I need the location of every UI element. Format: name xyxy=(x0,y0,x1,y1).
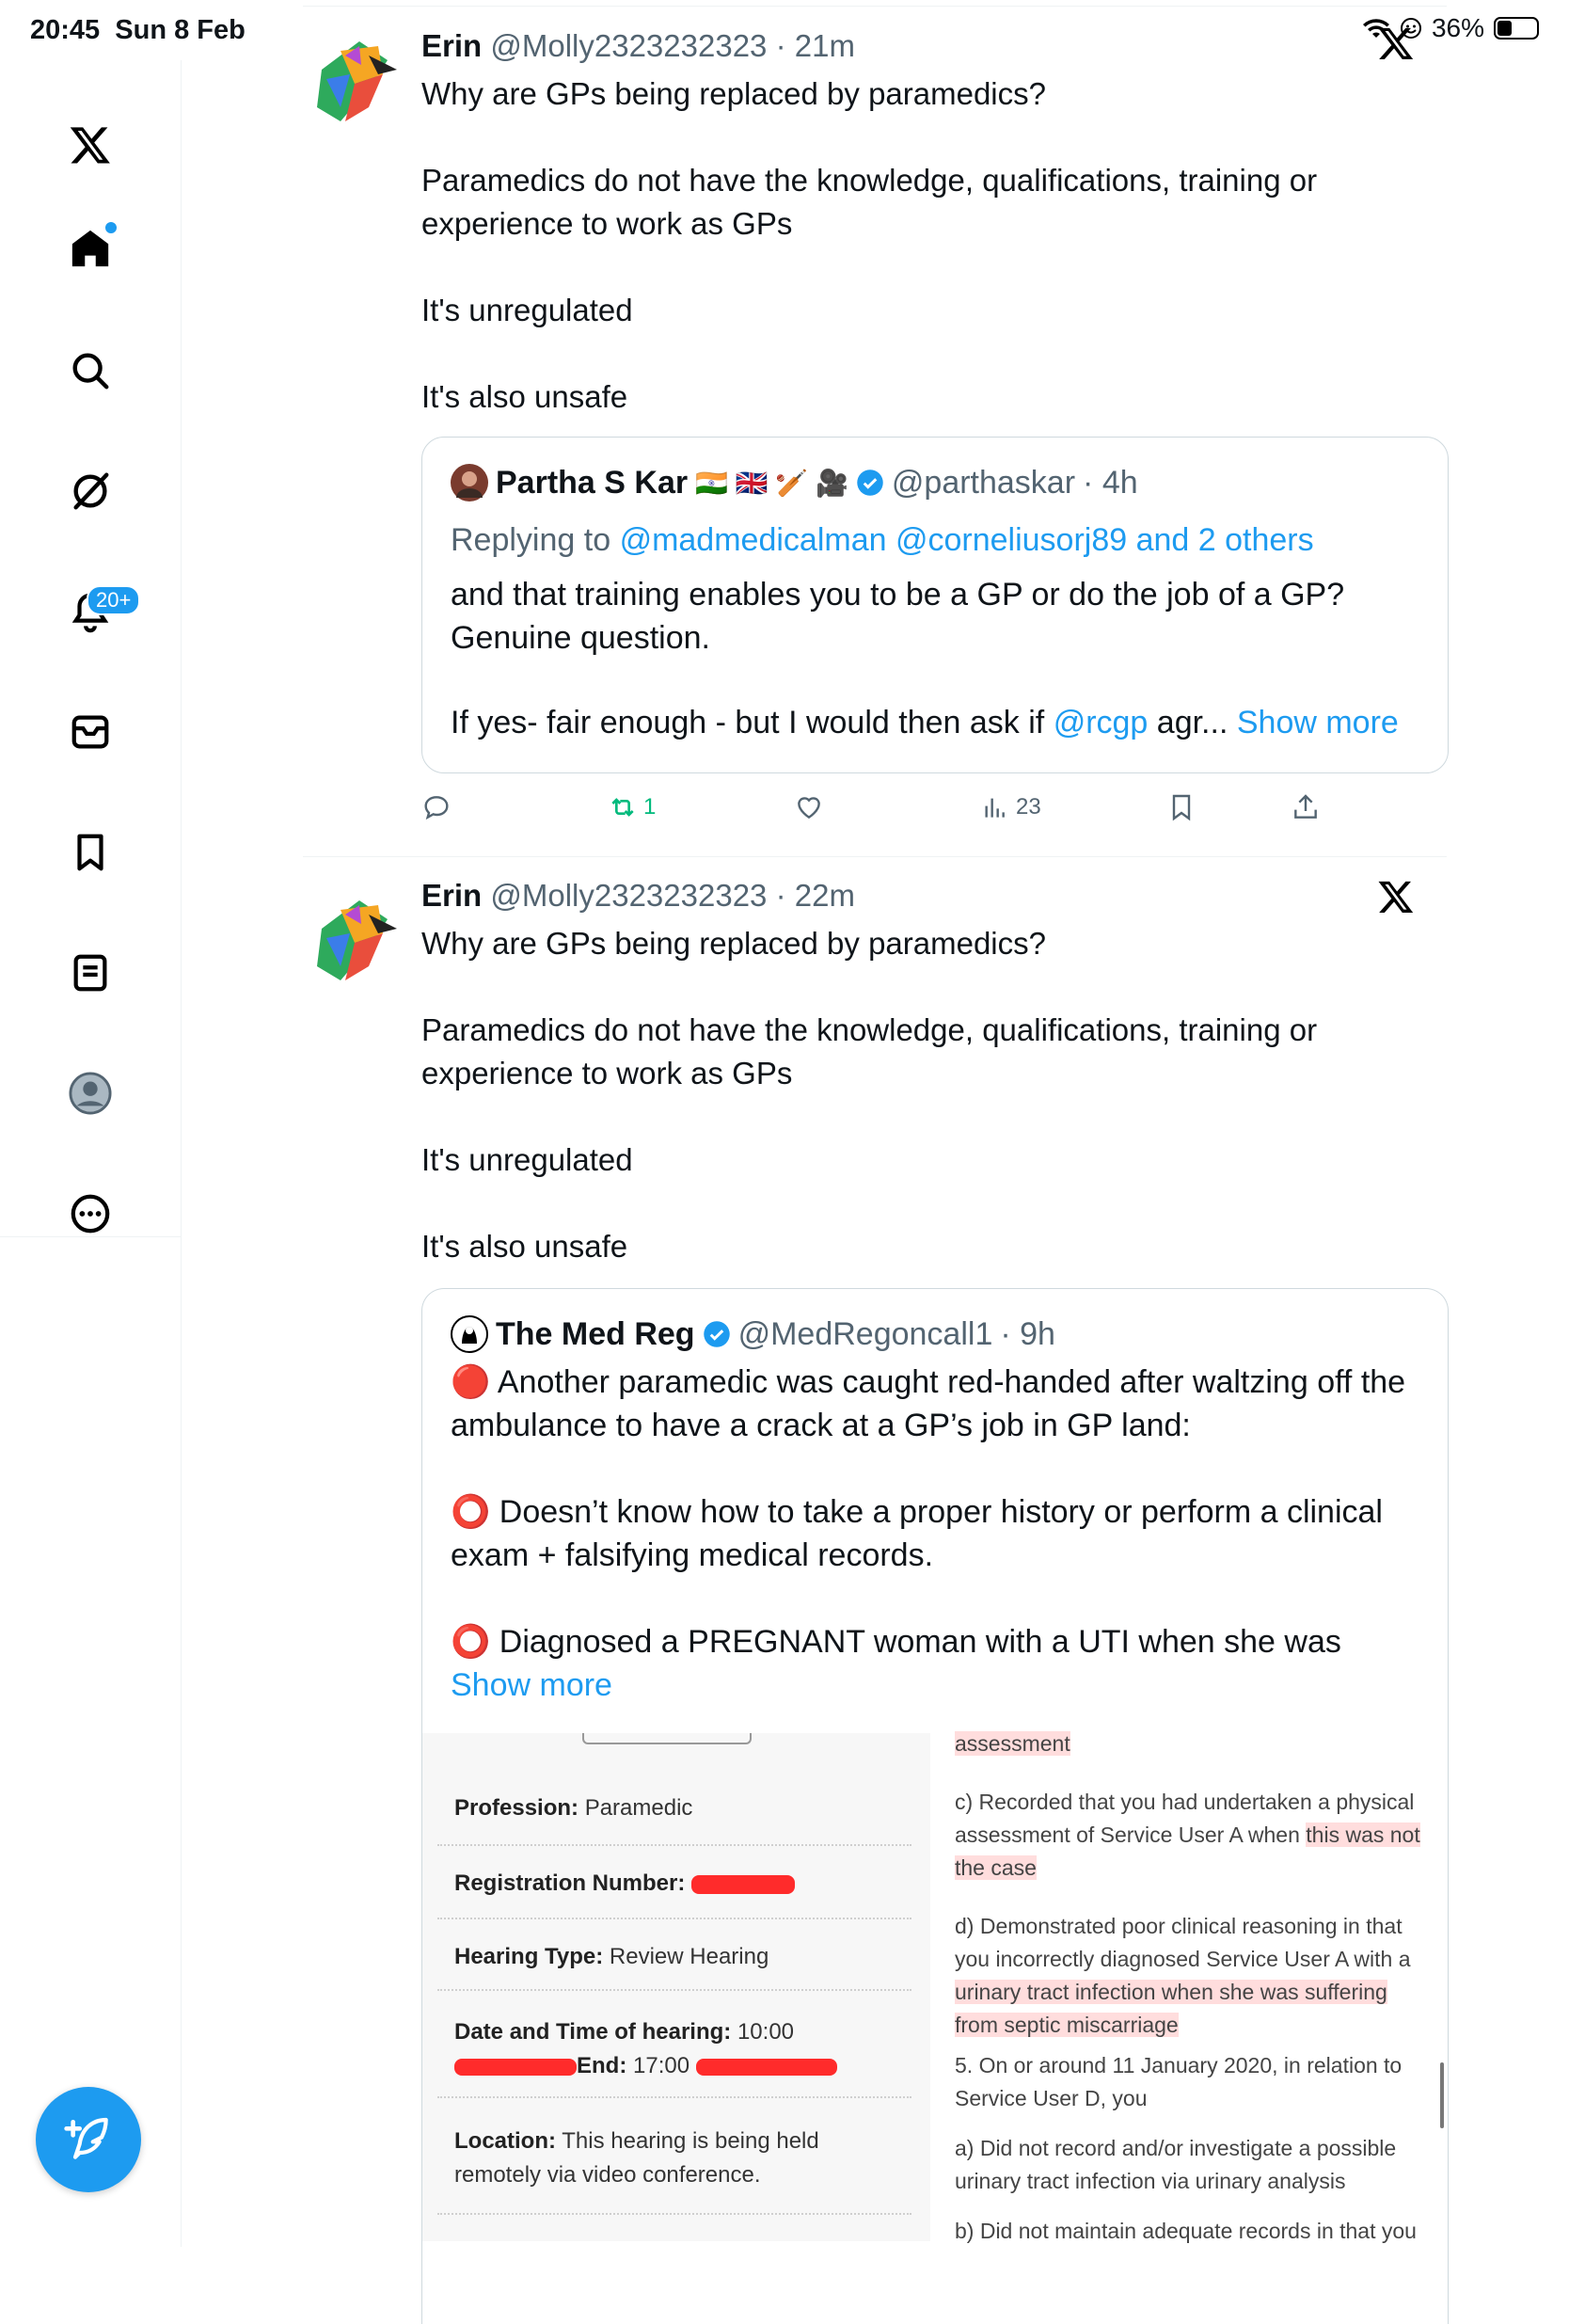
doc-paragraph: a) Did not record and/or investigate a possible urinary tract infection via urinary analysis xyxy=(955,2136,1397,2193)
doc-paragraph xyxy=(955,1786,1434,1885)
post-text xyxy=(421,72,1409,462)
hearing-details-panel xyxy=(422,1733,930,2241)
show-more-link[interactable]: Show more xyxy=(1236,705,1399,740)
repost-count: 1 xyxy=(643,794,657,820)
battery-percent: 36% xyxy=(1431,13,1484,42)
quote-paragraph: and that training enables you to be a GP or do the job of a GP? Genuine question. xyxy=(451,577,1345,656)
post-divider xyxy=(303,6,1447,7)
post-paragraph: Why are GPs being replaced by paramedics? xyxy=(421,926,1046,961)
quote-paragraph xyxy=(451,701,1419,744)
quote-text-after: agr... xyxy=(1156,705,1228,740)
home-unread-dot xyxy=(103,220,119,235)
registration-row xyxy=(437,1848,911,1919)
mention-link[interactable]: @rcgp xyxy=(1053,705,1149,740)
avatar[interactable] xyxy=(451,464,488,501)
status-time-date xyxy=(30,15,246,46)
quote-paragraph xyxy=(451,1620,1419,1707)
replying-to xyxy=(451,518,1419,562)
reply-icon xyxy=(421,792,452,822)
lists-icon[interactable] xyxy=(53,935,128,1011)
hearing-type-value: Review Hearing xyxy=(609,1944,769,1969)
notifications-badge: 20+ xyxy=(87,585,140,615)
home-icon[interactable] xyxy=(53,211,128,286)
x-logo-icon[interactable] xyxy=(53,107,128,183)
repost-button[interactable] xyxy=(608,792,656,822)
post-header xyxy=(421,28,855,64)
battery-icon xyxy=(1494,17,1539,40)
post-text xyxy=(421,922,1409,1312)
location-value: This hearing is being held remotely via video conference. xyxy=(454,2128,819,2188)
repost-icon xyxy=(608,792,638,822)
doc-text: d) Demonstrated poor clinical reasoning in that you incorrectly diagnosed Service User A with a xyxy=(955,1914,1411,1971)
post-actions xyxy=(421,792,1447,830)
end-value: 17:00 xyxy=(633,2053,690,2078)
end-label: End: xyxy=(577,2053,627,2078)
quote-header xyxy=(451,464,1138,501)
like-button[interactable] xyxy=(794,792,824,822)
doc-paragraph: 5. On or around 11 January 2020, in relation to Service User D, you xyxy=(955,2053,1403,2110)
author-emojis: 🇮🇳 🇬🇧 🏏 🎥 xyxy=(695,468,848,498)
feather-plus-icon xyxy=(62,2113,115,2166)
compose-post-button[interactable] xyxy=(36,2087,141,2192)
doc-paragraph xyxy=(955,1910,1434,2037)
location-row xyxy=(437,2102,911,2215)
quote-text-line: ⭕ Diagnosed a PREGNANT woman with a UTI when she was xyxy=(451,1624,1341,1660)
attached-image[interactable] xyxy=(422,1733,1448,2241)
verified-badge-icon xyxy=(856,469,884,497)
post-time[interactable]: · 21m xyxy=(775,28,855,63)
allegations-panel xyxy=(930,1733,1448,2241)
x-logo-icon xyxy=(1377,24,1415,62)
search-icon[interactable] xyxy=(53,333,128,408)
highlighted-text: this was not the case xyxy=(955,1823,1420,1880)
author-name[interactable]: Erin xyxy=(421,878,483,913)
quote-text xyxy=(451,518,1419,744)
hearing-type-label: Hearing Type: xyxy=(454,1944,604,1969)
profession-label: Profession: xyxy=(454,1795,579,1821)
status-date: Sun 8 Feb xyxy=(115,15,246,45)
replying-to-mentions[interactable]: @madmedicalman @corneliusorj89 and 2 others xyxy=(619,522,1314,558)
share-button[interactable] xyxy=(1291,792,1321,822)
reply-button[interactable] xyxy=(421,792,452,822)
redaction xyxy=(696,2059,837,2076)
quote-text-before: If yes- fair enough - but I would then ask if xyxy=(451,705,1045,740)
quote-author-handle[interactable]: @parthaskar xyxy=(891,464,1076,501)
post-paragraph: Paramedics do not have the knowledge, qualifications, training or experience to work as GPs xyxy=(421,1012,1318,1090)
post-time[interactable]: · 22m xyxy=(775,878,855,913)
quote-time: · 4h xyxy=(1083,464,1138,501)
redaction xyxy=(454,2059,577,2076)
quote-author-name[interactable]: Partha S Kar xyxy=(496,464,689,501)
highlighted-text: urinary tract infection when she was suffering from septic miscarriage xyxy=(955,1980,1387,2037)
verified-badge-icon xyxy=(703,1320,731,1348)
x-logo-icon xyxy=(1377,878,1415,915)
sidebar xyxy=(0,60,182,1237)
views-button[interactable] xyxy=(980,792,1041,822)
messages-icon[interactable] xyxy=(53,694,128,770)
sidebar-divider xyxy=(181,1236,182,2247)
highlighted-text: assessment xyxy=(955,1731,1070,1756)
hearing-type-row xyxy=(437,1921,911,1991)
profession-value: Paramedic xyxy=(584,1795,693,1821)
avatar[interactable] xyxy=(451,1315,488,1353)
profession-row xyxy=(437,1776,911,1846)
share-icon xyxy=(1291,792,1321,822)
datetime-value: 10:00 xyxy=(737,2019,795,2045)
post-paragraph: It's also unsafe xyxy=(421,379,628,414)
quote-paragraph: 🔴 Another paramedic was caught red-handed after waltzing off the ambulance to have a crack at a GP’s job in GP land: xyxy=(451,1364,1406,1443)
datetime-label: Date and Time of hearing: xyxy=(454,2019,732,2045)
quote-text xyxy=(451,1361,1419,1707)
quote-author-name[interactable]: The Med Reg xyxy=(496,1315,695,1352)
views-count: 23 xyxy=(1016,794,1041,820)
doc-text: c) Recorded that you had undertaken a physical assessment of Service User A when xyxy=(955,1790,1415,1847)
post-divider xyxy=(303,856,1447,857)
status-time: 20:45 xyxy=(30,15,101,45)
bookmark-button[interactable] xyxy=(1166,792,1197,822)
author-handle[interactable]: @Molly2323232323 xyxy=(490,878,768,913)
registration-label: Registration Number: xyxy=(454,1870,686,1896)
replying-prefix: Replying to xyxy=(451,522,611,558)
doc-paragraph xyxy=(955,1727,1434,1760)
bookmarks-icon[interactable] xyxy=(53,815,128,890)
notifications-icon[interactable] xyxy=(53,574,132,649)
datetime-row xyxy=(437,1993,911,2098)
doc-paragraph: b) Did not maintain adequate records in that you xyxy=(955,2219,1417,2243)
post-paragraph: It's unregulated xyxy=(421,293,633,327)
post-paragraph: Why are GPs being replaced by paramedics? xyxy=(421,76,1046,111)
avatar[interactable] xyxy=(303,891,403,991)
post-header xyxy=(421,878,855,914)
author-handle[interactable]: @Molly2323232323 xyxy=(490,28,768,63)
post-paragraph: It's also unsafe xyxy=(421,1229,628,1264)
quote-author-handle[interactable]: @MedRegoncall1 xyxy=(737,1315,993,1352)
more-options-icon[interactable] xyxy=(53,1176,128,1251)
profile-avatar[interactable] xyxy=(53,1056,128,1131)
heart-icon xyxy=(794,792,824,822)
bookmark-icon xyxy=(1166,792,1197,822)
author-name[interactable]: Erin xyxy=(421,28,483,63)
quoted-post[interactable] xyxy=(421,1288,1449,2324)
scrollbar[interactable] xyxy=(1440,2062,1444,2128)
location-label: Location: xyxy=(454,2128,556,2154)
decorative-box xyxy=(582,1733,752,1744)
post-paragraph: It's unregulated xyxy=(421,1142,633,1177)
grok-icon[interactable] xyxy=(53,454,128,529)
avatar[interactable] xyxy=(303,32,403,132)
quote-time: · 9h xyxy=(1000,1315,1055,1352)
quote-paragraph: ⭕ Doesn’t know how to take a proper history or perform a clinical exam + falsifying medical records. xyxy=(451,1494,1383,1573)
views-icon xyxy=(980,792,1010,822)
show-more-link[interactable]: Show more xyxy=(451,1667,612,1703)
quote-header xyxy=(451,1315,1055,1353)
quoted-post[interactable] xyxy=(421,437,1449,773)
post-paragraph: Paramedics do not have the knowledge, qualifications, training or experience to work as GPs xyxy=(421,163,1318,241)
redaction xyxy=(691,1875,795,1894)
